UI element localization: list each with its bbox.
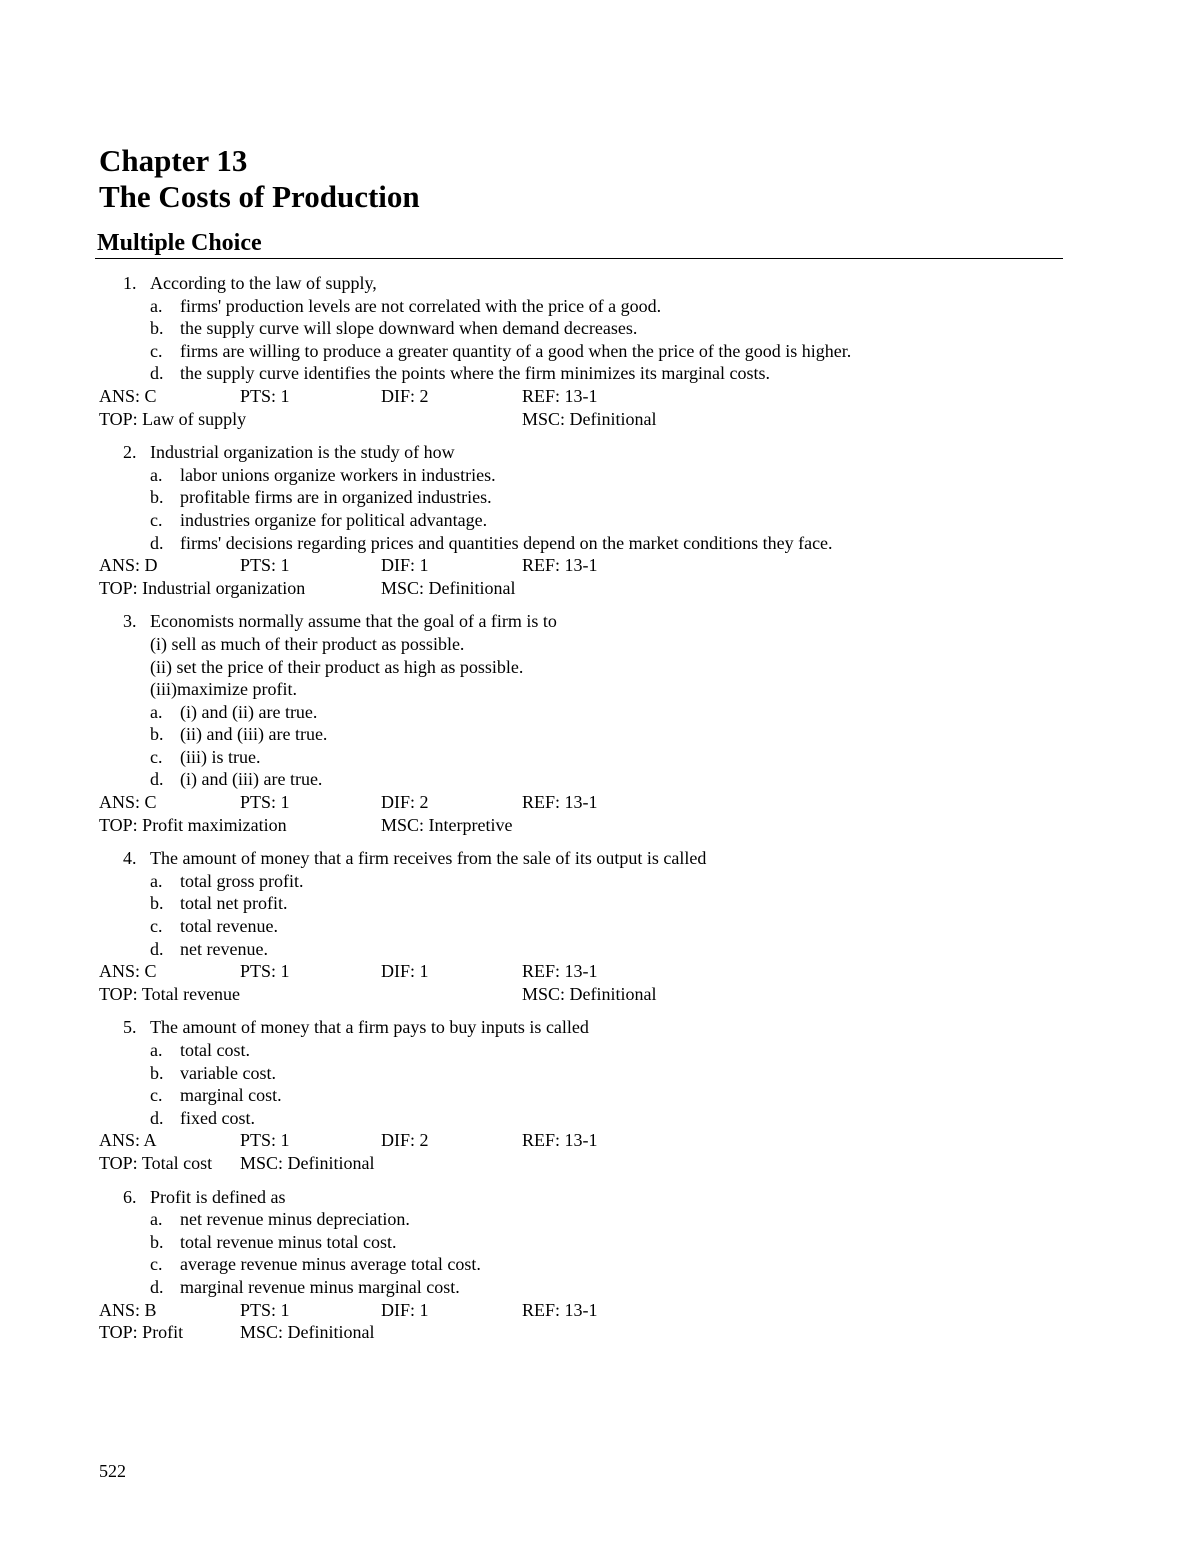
question-number: 2. [123, 442, 137, 463]
option-letter: b. [150, 318, 164, 339]
question-list [0, 272, 1200, 1355]
option-letter: c. [150, 916, 163, 937]
answer-key: ANS: C [99, 961, 157, 982]
answer-meta-row [0, 385, 1200, 408]
reference: REF: 13-1 [522, 1130, 598, 1151]
question-stem-line [0, 847, 1200, 870]
option-letter: a. [150, 701, 163, 722]
answer-option [0, 892, 1200, 915]
question-stem-line [0, 441, 1200, 464]
option-text: variable cost. [180, 1062, 276, 1083]
answer-option [0, 1084, 1200, 1107]
difficulty: DIF: 2 [381, 1130, 429, 1151]
answer-key: ANS: A [99, 1130, 157, 1151]
option-letter: c. [150, 509, 163, 530]
option-text: marginal cost. [180, 1085, 282, 1106]
topic: TOP: Total revenue [99, 983, 241, 1004]
option-text: the supply curve identifies the points where the firm minimizes its marginal costs. [180, 363, 771, 384]
option-letter: b. [150, 1062, 164, 1083]
subitem-text: (ii) set the price of their product as high as possible. [150, 656, 524, 677]
topic-meta-row [0, 408, 1200, 431]
reference: REF: 13-1 [522, 792, 598, 813]
option-text: average revenue minus average total cost. [180, 1254, 481, 1275]
question-number: 5. [123, 1017, 137, 1038]
option-text: (iii) is true. [180, 746, 261, 767]
msc-type: MSC: Definitional [522, 408, 657, 429]
answer-option [0, 486, 1200, 509]
question-stem-line [0, 610, 1200, 633]
reference: REF: 13-1 [522, 961, 598, 982]
question-4 [0, 847, 1200, 1005]
section-title: Multiple Choice [97, 230, 262, 256]
question-stem-line [0, 1186, 1200, 1209]
answer-option [0, 362, 1200, 385]
option-text: fixed cost. [180, 1107, 255, 1128]
option-letter: a. [150, 464, 163, 485]
points: PTS: 1 [240, 961, 290, 982]
answer-option [0, 1039, 1200, 1062]
answer-meta-row [0, 791, 1200, 814]
question-stem: According to the law of supply, [150, 273, 377, 293]
option-letter: d. [150, 938, 164, 959]
question-stem-line [0, 272, 1200, 295]
option-text: (i) and (ii) are true. [180, 701, 318, 722]
reference: REF: 13-1 [522, 1299, 598, 1320]
option-letter: a. [150, 870, 163, 891]
answer-meta-row [0, 554, 1200, 577]
msc-type: MSC: Definitional [381, 577, 516, 598]
answer-option [0, 768, 1200, 791]
topic-meta-row [0, 814, 1200, 837]
option-text: firms are willing to produce a greater quantity of a good when the price of the good is higher. [180, 340, 852, 361]
question-2 [0, 441, 1200, 599]
question-stem: The amount of money that a firm pays to buy inputs is called [150, 1017, 589, 1038]
option-letter: d. [150, 363, 164, 384]
points: PTS: 1 [240, 1299, 290, 1320]
topic: TOP: Total cost [99, 1152, 213, 1173]
answer-key: ANS: B [99, 1299, 157, 1320]
topic-meta-row [0, 1321, 1200, 1344]
option-letter: b. [150, 487, 164, 508]
question-stem: Economists normally assume that the goal of a firm is to [150, 611, 557, 632]
option-text: (i) and (iii) are true. [180, 769, 323, 790]
option-text: industries organize for political advantage. [180, 509, 488, 530]
answer-option [0, 295, 1200, 318]
answer-option [0, 532, 1200, 555]
option-letter: a. [150, 295, 163, 316]
option-text: total cost. [180, 1040, 250, 1060]
msc-type: MSC: Interpretive [381, 814, 513, 835]
option-letter: c. [150, 746, 163, 767]
answer-meta-row [0, 1129, 1200, 1152]
points: PTS: 1 [240, 385, 290, 406]
question-number: 6. [123, 1186, 137, 1207]
points: PTS: 1 [240, 1130, 290, 1151]
reference: REF: 13-1 [522, 555, 598, 576]
reference: REF: 13-1 [522, 385, 598, 406]
answer-option [0, 701, 1200, 724]
answer-option [0, 340, 1200, 363]
option-text: total gross profit. [180, 870, 304, 891]
msc-type: MSC: Definitional [240, 1322, 375, 1343]
question-number: 4. [123, 848, 137, 869]
option-letter: c. [150, 1085, 163, 1106]
topic: TOP: Profit [99, 1322, 184, 1343]
answer-option [0, 1062, 1200, 1085]
topic: TOP: Profit maximization [99, 814, 287, 835]
question-number: 1. [123, 273, 137, 293]
difficulty: DIF: 1 [381, 961, 429, 982]
option-letter: d. [150, 769, 164, 790]
option-text: firms' production levels are not correlated with the price of a good. [180, 295, 662, 316]
option-text: profitable firms are in organized industries. [180, 487, 492, 508]
answer-key: ANS: C [99, 385, 157, 406]
option-letter: c. [150, 1254, 163, 1275]
answer-option [0, 1231, 1200, 1254]
answer-option [0, 915, 1200, 938]
option-letter: c. [150, 340, 163, 361]
difficulty: DIF: 2 [381, 792, 429, 813]
option-letter: a. [150, 1040, 163, 1060]
option-letter: d. [150, 1107, 164, 1128]
answer-option [0, 1208, 1200, 1231]
question-number: 3. [123, 611, 137, 632]
option-text: the supply curve will slope downward when demand decreases. [180, 318, 638, 339]
option-text: labor unions organize workers in industries. [180, 464, 496, 485]
points: PTS: 1 [240, 792, 290, 813]
option-letter: a. [150, 1209, 163, 1230]
option-text: firms' decisions regarding prices and quantities depend on the market conditions they face. [180, 532, 833, 553]
answer-option [0, 1107, 1200, 1130]
option-text: (ii) and (iii) are true. [180, 724, 328, 745]
topic: TOP: Law of supply [99, 408, 247, 429]
question-6 [0, 1186, 1200, 1344]
answer-meta-row [0, 1299, 1200, 1322]
answer-option [0, 1253, 1200, 1276]
option-text: marginal revenue minus marginal cost. [180, 1276, 460, 1297]
answer-option [0, 464, 1200, 487]
answer-option [0, 870, 1200, 893]
option-text: net revenue. [180, 938, 268, 959]
answer-meta-row [0, 960, 1200, 983]
option-letter: b. [150, 724, 164, 745]
option-text: total net profit. [180, 893, 288, 914]
roman-subitem [0, 656, 1200, 679]
answer-option [0, 746, 1200, 769]
question-stem-line [0, 1016, 1200, 1039]
page-number: 522 [99, 1461, 126, 1481]
answer-option [0, 723, 1200, 746]
question-stem: Profit is defined as [150, 1186, 286, 1207]
section-divider [95, 258, 1063, 259]
difficulty: DIF: 1 [381, 555, 429, 576]
answer-key: ANS: D [99, 555, 158, 576]
difficulty: DIF: 2 [381, 385, 429, 406]
answer-key: ANS: C [99, 792, 157, 813]
chapter-number: Chapter 13 [99, 143, 248, 178]
option-text: net revenue minus depreciation. [180, 1209, 410, 1230]
roman-subitem [0, 633, 1200, 656]
answer-option [0, 938, 1200, 961]
msc-type: MSC: Definitional [240, 1152, 375, 1173]
option-text: total revenue. [180, 916, 278, 937]
question-5 [0, 1016, 1200, 1174]
answer-option [0, 1276, 1200, 1299]
topic-meta-row [0, 983, 1200, 1006]
option-letter: d. [150, 532, 164, 553]
roman-subitem [0, 678, 1200, 701]
msc-type: MSC: Definitional [522, 983, 657, 1004]
chapter-heading [99, 143, 420, 215]
question-1 [0, 272, 1200, 430]
option-letter: d. [150, 1276, 164, 1297]
answer-option [0, 509, 1200, 532]
question-3 [0, 610, 1200, 836]
question-stem: Industrial organization is the study of how [150, 442, 455, 463]
answer-option [0, 317, 1200, 340]
points: PTS: 1 [240, 555, 290, 576]
chapter-title: The Costs of Production [99, 179, 420, 214]
topic: TOP: Industrial organization [99, 577, 306, 598]
option-letter: b. [150, 1231, 164, 1252]
topic-meta-row [0, 1152, 1200, 1175]
option-letter: b. [150, 893, 164, 914]
topic-meta-row [0, 577, 1200, 600]
option-text: total revenue minus total cost. [180, 1231, 397, 1252]
question-stem: The amount of money that a firm receives from the sale of its output is called [150, 848, 707, 869]
subitem-text: (iii)maximize profit. [150, 679, 297, 700]
difficulty: DIF: 1 [381, 1299, 429, 1320]
subitem-text: (i) sell as much of their product as possible. [150, 633, 465, 654]
